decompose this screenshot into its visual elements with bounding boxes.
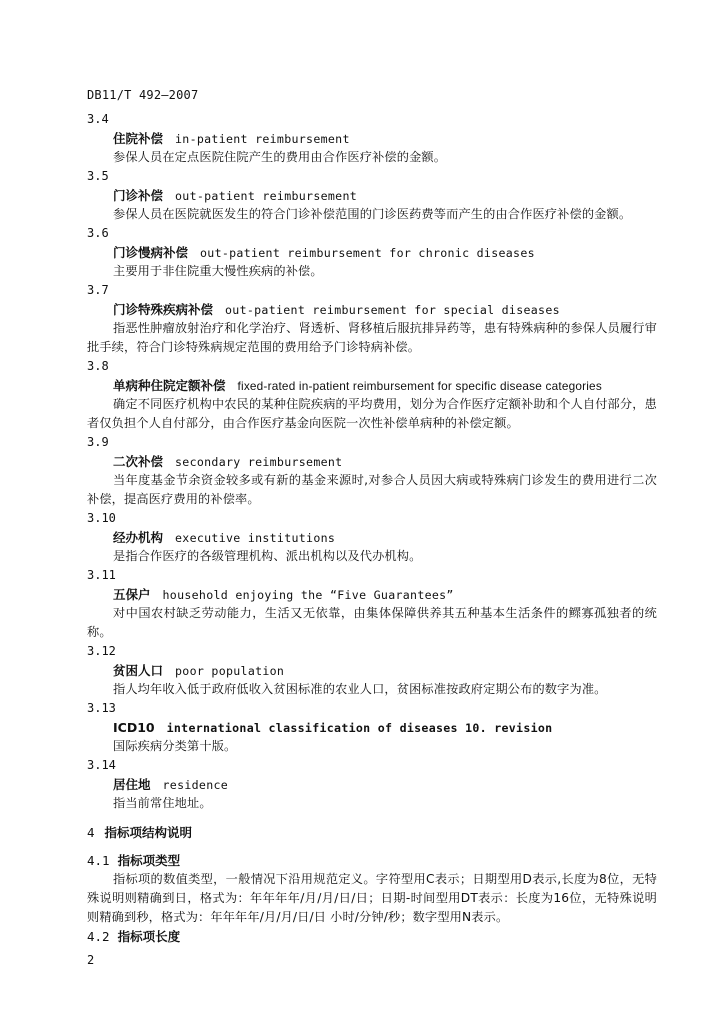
term-heading — [87, 186, 657, 205]
term-chinese: 贫困人口 — [113, 663, 164, 678]
subsection-number: 4.2 — [87, 929, 110, 944]
clause-number: 3.12 — [87, 644, 116, 658]
term-heading — [87, 528, 657, 547]
term-english: in-patient reimbursement — [175, 132, 350, 146]
term-entry-3-7 — [87, 281, 657, 357]
term-english: executive institutions — [175, 531, 336, 545]
term-english: household enjoying the “Five Guarantees” — [162, 588, 454, 602]
clause-number: 3.10 — [87, 511, 116, 525]
term-english: out-patient reimbursement for special diseases — [225, 303, 560, 317]
term-definition: 参保人员在医院就医发生的符合门诊补偿范围的门诊医药费等而产生的由合作医疗补偿的金额。 — [113, 207, 632, 221]
term-definition: 指当前常住地址。 — [113, 796, 212, 810]
term-definition: 对中国农村缺乏劳动能力，生活又无依靠，由集体保障供养其五种基本生活条件的鳏寡孤独者的统称。 — [87, 606, 657, 639]
term-definition: 指恶性肿瘤放射治疗和化学治疗、肾透析、肾移植后服抗排异药等，患有特殊病种的参保人员履行审批手续，符合门诊特殊病规定范围的费用给予门诊特病补偿。 — [87, 321, 657, 354]
clause-number: 3.7 — [87, 283, 109, 297]
term-chinese: 二次补偿 — [113, 454, 164, 469]
section-title: 指标项结构说明 — [104, 825, 193, 840]
section-heading-4 — [87, 823, 657, 842]
term-definition: 指人均年收入低于政府低收入贫困标准的农业人口，贫困标准按政府定期公布的数字为准。 — [113, 682, 607, 696]
clause-number: 3.8 — [87, 359, 109, 373]
clause-number: 3.14 — [87, 758, 116, 772]
term-heading — [87, 376, 657, 395]
clause-number: 3.9 — [87, 435, 109, 449]
term-chinese: 经办机构 — [113, 530, 164, 545]
subsection-number: 4.1 — [87, 853, 110, 868]
term-heading — [87, 452, 657, 471]
term-chinese: 住院补偿 — [113, 131, 164, 146]
term-heading — [87, 661, 657, 680]
subsection-text: 指标项的数值类型，一般情况下沿用规范定义。字符型用C表示；日期型用D表示,长度为8位，无特殊说明则精确到日，格式为：年年年年/月/月/日/日；日期-时间型用DT表示：长度为16位，无特殊说明则精确到秒，格式为：年年年年/月/月/日/日 小时/分钟/秒；数字型用N表示。 — [87, 872, 657, 924]
term-chinese: 居住地 — [113, 777, 151, 792]
term-definition: 国际疾病分类第十版。 — [113, 739, 237, 753]
term-heading — [87, 129, 657, 148]
standard-code-header: DB11/T 492—2007 — [87, 88, 199, 102]
subsection-heading-4-2 — [87, 927, 657, 946]
term-entry-3-10 — [87, 509, 657, 566]
term-chinese: ICD10 — [113, 720, 155, 735]
clause-number: 3.6 — [87, 226, 109, 240]
clause-number: 3.4 — [87, 112, 109, 126]
term-definition: 确定不同医疗机构中农民的某种住院疾病的平均费用，划分为合作医疗定额补助和个人自付部分，患者仅负担个人自付部分，由合作医疗基金向医院一次性补偿单病种的补偿定额。 — [87, 397, 657, 430]
term-entry-3-14 — [87, 756, 657, 813]
term-heading — [87, 718, 657, 737]
subsection-heading-4-1 — [87, 851, 657, 870]
term-entry-3-9 — [87, 433, 657, 509]
term-heading — [87, 775, 657, 794]
clause-number: 3.13 — [87, 701, 116, 715]
term-heading — [87, 300, 657, 319]
section-number: 4 — [87, 825, 95, 840]
term-entry-3-12 — [87, 642, 657, 699]
term-definition: 当年度基金节余资金较多或有新的基金来源时,对参合人员因大病或特殊病门诊发生的费用进行二次补偿，提高医疗费用的补偿率。 — [87, 473, 657, 506]
page-number: 2 — [87, 953, 95, 967]
term-heading — [87, 585, 657, 604]
term-entry-3-13 — [87, 699, 657, 756]
term-chinese: 单病种住院定额补偿 — [113, 378, 226, 393]
clause-number: 3.5 — [87, 169, 109, 183]
term-entry-3-5 — [87, 167, 657, 224]
subsection-title: 指标项长度 — [117, 929, 181, 944]
term-entry-3-6 — [87, 224, 657, 281]
term-chinese: 门诊补偿 — [113, 188, 164, 203]
term-chinese: 门诊特殊疾病补偿 — [113, 302, 214, 317]
clause-number: 3.11 — [87, 568, 116, 582]
term-chinese: 门诊慢病补偿 — [113, 245, 189, 260]
document-body — [87, 110, 657, 946]
term-definition: 参保人员在定点医院住院产生的费用由合作医疗补偿的金额。 — [113, 150, 447, 164]
term-english: fixed-rated in-patient reimbursement for specific disease categories — [237, 379, 602, 393]
term-english: out-patient reimbursement — [175, 189, 358, 203]
term-english: international classification of diseases 10. revision — [166, 721, 553, 735]
term-definition: 主要用于非住院重大慢性疾病的补偿。 — [113, 264, 323, 278]
term-heading — [87, 243, 657, 262]
term-entry-3-4 — [87, 110, 657, 167]
term-english: residence — [162, 778, 229, 792]
term-entry-3-8 — [87, 357, 657, 433]
term-definition: 是指合作医疗的各级管理机构、派出机构以及代办机构。 — [113, 549, 422, 563]
term-english: poor population — [175, 664, 285, 678]
term-english: secondary reimbursement — [175, 455, 343, 469]
term-english: out-patient reimbursement for chronic diseases — [200, 246, 535, 260]
subsection-title: 指标项类型 — [117, 853, 181, 868]
term-entry-3-11 — [87, 566, 657, 642]
term-chinese: 五保户 — [113, 587, 151, 602]
